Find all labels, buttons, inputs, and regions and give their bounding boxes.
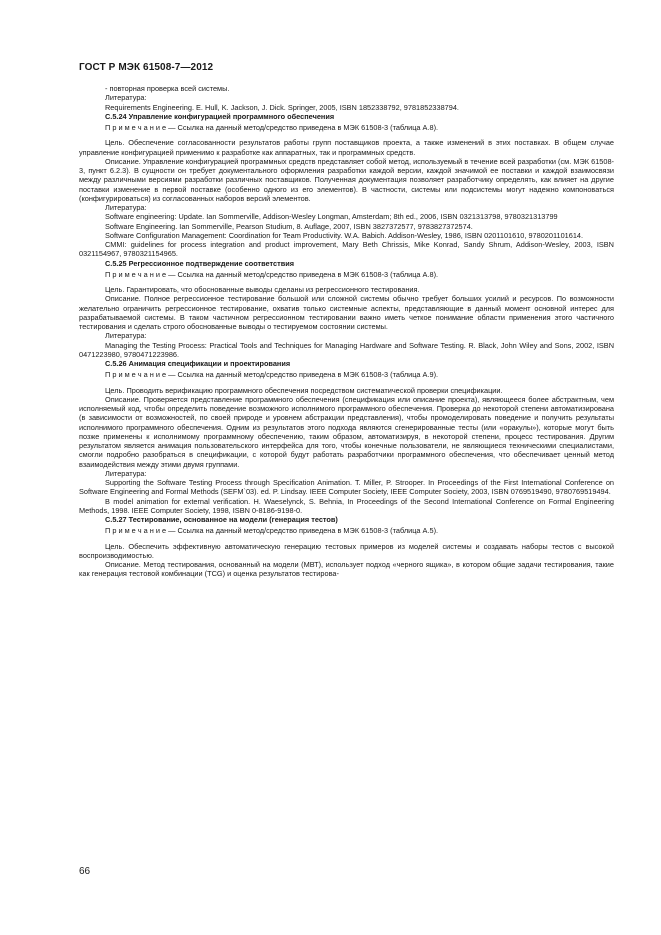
description-paragraph: Описание. Управление конфигурацией программных средств представляет собой метод, используемый в течение всей разработки (см. МЭК 61508-3, пункт 6.2.3). В сущности он требует документального оформления разработки каждой версии, каждой значимой ее поставки и каждой взаимосвязи между различными версиями разработки различных поставщиков. Полученная документация позволяет разработчику определять, как влияет на другие поставки изменение в первой поставке (особенно одного из его элементов). В частности, системы или подсистемы могут надежно компоноваться (конфигурироваться) из согласованных наборов версий элементов. [79, 156, 614, 203]
description-paragraph: Описание. Полное регрессионное тестирование большой или сложной системы обычно требует больших усилий и ресурсов. По возможности желательно ограничить регрессионное тестирование, охватив только системные аспекты, представляющие в данный момент основной интерес для разрабатываемой системы. В таком частичном регрессионном тестировании важно иметь четкое понимание области применения этого частичного тестирования и сделать строго обоснованные выводы о тестируемом состоянии системы. [79, 294, 614, 331]
reference: Software Configuration Management: Coordination for Team Productivity. W.A. Babich. Addison-Wesley, 1986, ISBN 0201101610, 9780201101614. [105, 230, 584, 240]
literature-label: Литература: [105, 93, 147, 103]
section-heading-c5-26: С.5.26 Анимация спецификации и проектирования [105, 359, 291, 368]
reference: Software engineering: Update. Ian Sommerville, Addison-Wesley Longman, Amsterdam; 8th ed., 2006, ISBN 0321313798, 9780321313799 [105, 212, 558, 222]
page-number: 66 [79, 866, 91, 877]
note-label: П р и м е ч а н и е [105, 370, 167, 380]
note-c5-24 [79, 123, 614, 132]
goal-paragraph: Цель. Проводить верификацию программного обеспечения посредством систематической проверки спецификации. [105, 385, 503, 395]
section-heading-c5-24: С.5.24 Управление конфигурацией программного обеспечения [105, 111, 335, 121]
text-line: - повторная проверка всей системы. [105, 84, 230, 93]
reference: Requirements Engineering. E. Hull, K. Jackson, J. Dick. Springer, 2005, ISBN 1852338792, 9781852338794. [105, 102, 459, 112]
section-heading-c5-27: С.5.27 Тестирование, основанное на модели (генерация тестов) [105, 515, 338, 524]
note-c5-27 [79, 526, 614, 535]
note-c5-25 [79, 270, 614, 279]
document-header: ГОСТ Р МЭК 61508-7—2012 [79, 62, 214, 73]
note-label: П р и м е ч а н и е [105, 123, 167, 132]
note-c5-26 [79, 370, 614, 379]
note-label: П р и м е ч а н и е [105, 269, 167, 279]
reference: Software Engineering. Ian Sommerville, Pearson Studium, 8. Auflage, 2007, ISBN 3827372577, 9783827372574. [105, 221, 473, 231]
reference: Managing the Testing Process: Practical Tools and Techniques for Managing Hardware and Software Testing. R. Black, John Wiley and Sons, 2002, ISBN 0471223980, 9780471223986. [79, 340, 614, 359]
document-body [79, 84, 614, 579]
reference: B model animation for external verification. H. Waeselynck, S. Behnia, In Proceedings of the Second International Conference on Formal Engineering Methods, 1998. IEEE Computer Society, 1998, ISBN 0-8186-9198-0. [79, 496, 614, 515]
goal-paragraph: Цель. Обеспечение согласованности результатов работы групп поставщиков проекта, а также изменений в этих поставках. В общем случае управление конфигурацией применимо к разработке как аппаратных, так и программных средств. [79, 138, 614, 157]
note-text: — Ссылка на данный метод/средство приведена в МЭК 61508-3 (таблица А.5). [168, 526, 439, 536]
literature-label: Литература: [105, 203, 147, 212]
reference: CMMI: guidelines for process integration and product improvement, Mary Beth Chrissis, Mike Konrad, Sandy Shrum, Addison-Wesley, 2003, ISBN 0321154967, 9780321154965. [79, 240, 614, 259]
description-paragraph: Описание. Проверяется представление программного обеспечения (спецификация или описание проекта), являющееся более абстрактным, чем исполняемый код, чтобы определить поведение возможного исполнимого программного обеспечения. Проверка до некоторой степени автоматизирована (в зависимости от возможностей, по своей природе и уровнем абстракции представления), чтобы промоделировать поведение и получить результаты исполнимого программного обеспечения. Одним из результатов этого подхода являются сгенерированные тесты (или «оракулы»), которые могут быть позже применены к исполнимому программному обеспечению, таким образом, автоматизируя, в некоторой степени, процесс тестирования. Другим результатом является анимация пользовательского интерфейса для того, чтобы конечные пользователи, не являющиеся техническими специалистами, смогли подробно разобраться в спецификации, с которой будут работать разработчики программного обеспечения, что обеспечивает ценный метод взаимодействия между этими двумя группами. [79, 394, 614, 469]
note-text: — Ссылка на данный метод/средство приведена в МЭК 61508-3 (таблица А.9). [168, 370, 439, 380]
note-label: П р и м е ч а н и е [105, 526, 167, 536]
literature-label: Литература: [105, 331, 147, 341]
reference: Supporting the Software Testing Process through Specification Animation. T. Miller, P. Strooper. In Proceedings of the First International Conference on Software Engineering and Formal Methods (SEFM`03). ed. P. Lindsay. IEEE Computer Society, IEEE Computer Society, 2003, ISBN 0769519490, 9780769519494. [79, 478, 614, 497]
note-text: — Ссылка на данный метод/средство приведена в МЭК 61508-3 (таблица А.8). [168, 123, 439, 132]
goal-paragraph: Цель. Гарантировать, что обоснованные выводы сделаны из регрессионного тестирования. [105, 285, 420, 294]
goal-paragraph: Цель. Обеспечить эффективную автоматическую генерацию тестовых примеров из моделей системы и создавать наборы тестов с высокой воспроизводимостью. [79, 541, 614, 560]
description-paragraph: Описание. Метод тестирования, основанный на модели (МВТ), использует подход «черного ящика», в котором общие задачи тестирования, такие как генерация тестовой комбинации (TCG) и оценка результатов тестирова- [79, 560, 614, 579]
section-heading-c5-25: С.5.25 Регрессионное подтверждение соответствия [105, 258, 295, 268]
note-text: — Ссылка на данный метод/средство приведена в МЭК 61508-3 (таблица А.8). [168, 269, 439, 279]
literature-label: Литература: [105, 468, 147, 478]
